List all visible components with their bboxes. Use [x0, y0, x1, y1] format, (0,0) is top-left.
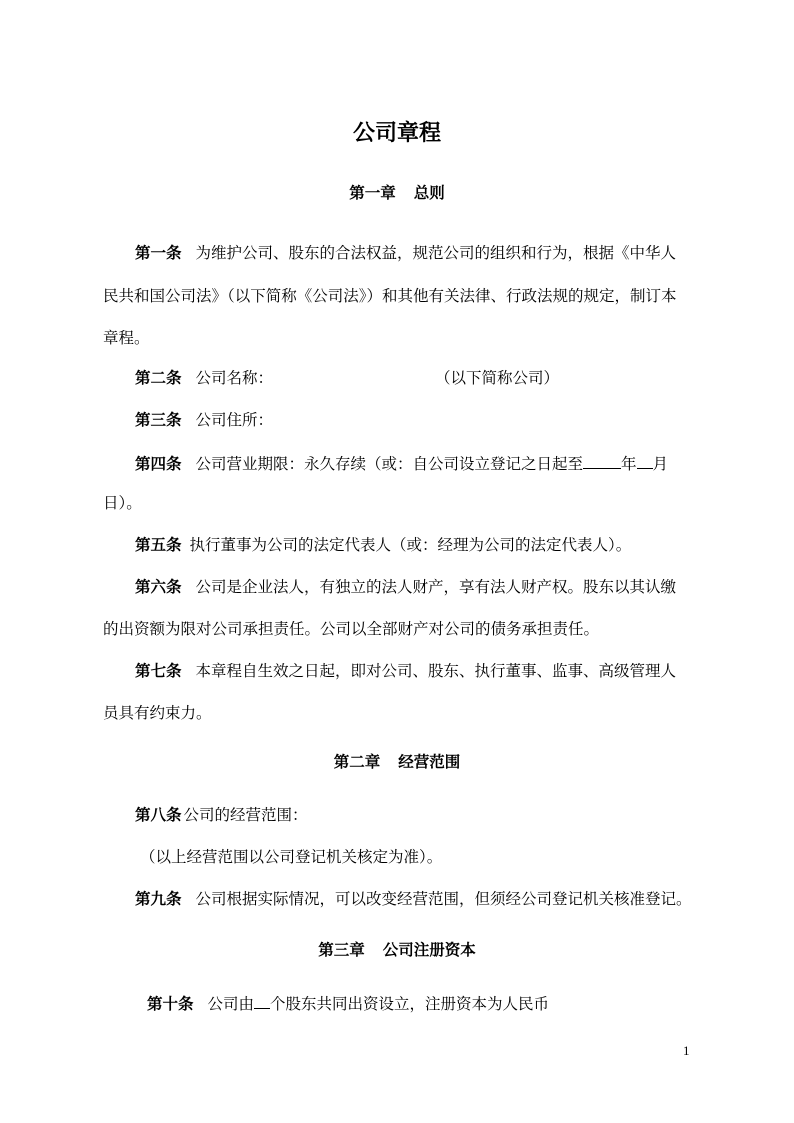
chapter-name: 经营范围 — [398, 752, 461, 771]
article-text-post: 个股东共同出资设立，注册资本为人民币 — [270, 995, 550, 1013]
article-label: 第八条 — [135, 805, 182, 824]
article-label: 第十条 — [147, 994, 194, 1013]
chapter-name: 公司注册资本 — [382, 940, 476, 959]
article-1-line-2: 民共和国公司法》（以下简称《公司法》）和其他有关法律、行政法规的规定，制订本 — [103, 287, 677, 305]
month-label: 月 — [652, 455, 669, 473]
chapter-number: 第一章 — [349, 183, 396, 202]
article-4-line-2: 日）。 — [103, 494, 142, 512]
article-label: 第六条 — [135, 577, 182, 596]
article-1-line-3: 章程。 — [103, 329, 150, 347]
article-text: 执行董事为公司的法定代表人（或：经理为公司的法定代表人）。 — [189, 536, 632, 554]
chapter-heading-3 — [0, 940, 794, 960]
article-text-pre: 公司由 — [207, 995, 255, 1013]
article-1-line-1 — [135, 243, 676, 263]
article-label: 第四条 — [135, 454, 182, 473]
article-text: 公司营业期限：永久存续（或：自公司设立登记之日起至 — [195, 455, 584, 473]
article-label: 第三条 — [135, 410, 182, 429]
article-6-line-1 — [135, 577, 676, 597]
article-6-line-2: 的出资额为限对公司承担责任。公司以全部财产对公司的债务承担责任。 — [103, 620, 600, 638]
article-4-line-1 — [135, 452, 668, 474]
article-7-line-2: 员具有约束力。 — [103, 704, 212, 722]
article-text: 为维护公司、股东的合法权益，规范公司的组织和行为，根据《中华人 — [195, 244, 677, 262]
chapter-number: 第二章 — [333, 752, 381, 771]
article-10 — [147, 992, 549, 1014]
article-label: 第七条 — [135, 661, 182, 680]
article-suffix: （以下简称公司） — [435, 369, 560, 387]
document-title: 公司章程 — [352, 120, 441, 146]
year-blank — [583, 452, 621, 469]
article-label: 第一条 — [135, 243, 182, 262]
article-text: 公司根据实际情况，可以改变经营范围，但须经公司登记机关核准登记。 — [195, 890, 692, 908]
article-label: 第二条 — [135, 368, 182, 387]
chapter-number: 第三章 — [318, 940, 365, 959]
article-5 — [135, 535, 631, 555]
article-label: 第九条 — [135, 889, 182, 908]
article-8-note: （以上经营范围以公司登记机关核定为准）。 — [140, 848, 443, 866]
article-text: 公司名称： — [195, 369, 274, 387]
article-8 — [135, 805, 308, 825]
shareholder-count-blank — [254, 992, 270, 1009]
chapter-name: 总则 — [413, 183, 445, 202]
article-2 — [135, 368, 559, 388]
article-text: 公司是企业法人，有独立的法人财产，享有法人财产权。股东以其认缴 — [195, 578, 677, 596]
article-text: 公司的经营范围： — [183, 806, 308, 824]
article-text: 公司住所： — [195, 411, 274, 429]
article-3 — [135, 410, 273, 430]
article-7-line-1 — [135, 661, 676, 681]
year-label: 年 — [621, 455, 637, 473]
month-blank — [637, 452, 653, 469]
article-text: 本章程自生效之日起，即对公司、股东、执行董事、监事、高级管理人 — [195, 662, 677, 680]
chapter-heading-2 — [0, 752, 794, 772]
chapter-heading-1 — [0, 183, 794, 203]
article-label: 第五条 — [135, 535, 182, 554]
page-number: 1 — [683, 1043, 690, 1058]
article-9 — [135, 889, 692, 909]
